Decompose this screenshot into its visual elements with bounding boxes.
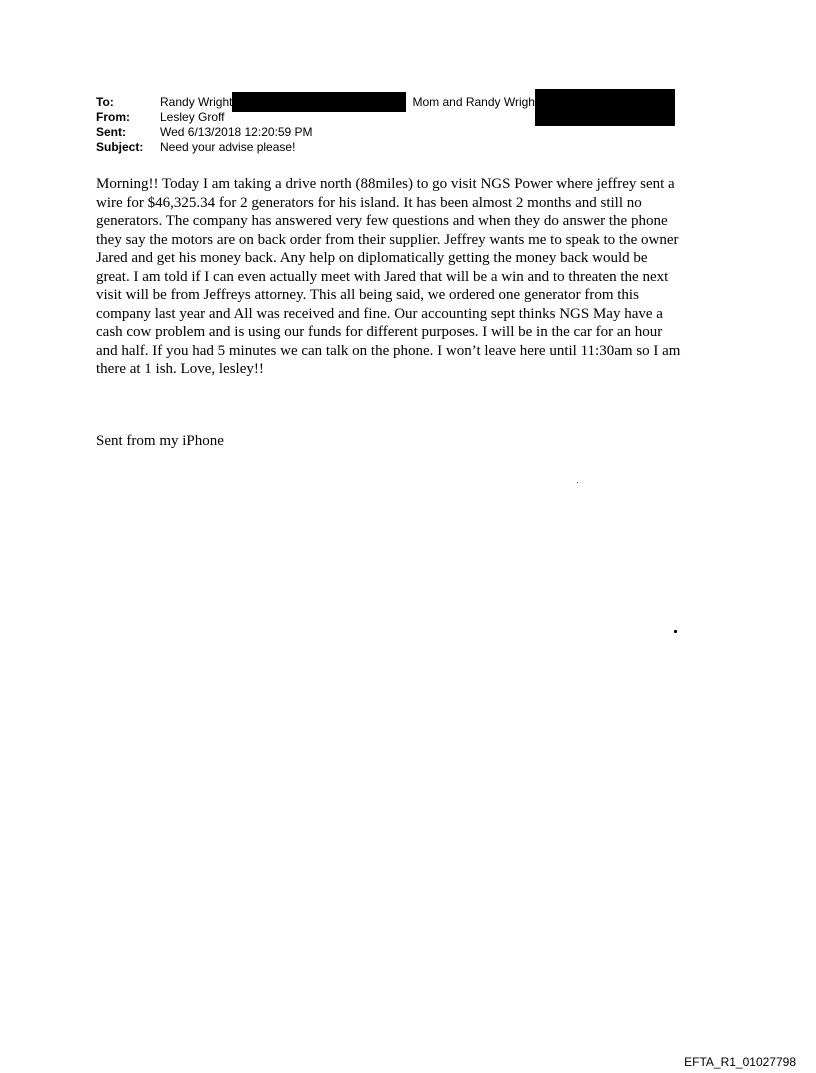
sent-value: Wed 6/13/2018 12:20:59 PM (160, 125, 313, 139)
scan-speck (674, 630, 677, 633)
body-line: and half. If you had 5 minutes we can talk on the phone. I won’t leave here until 11:30am so I am (96, 342, 681, 359)
scan-speck (577, 482, 578, 483)
body-line: cash cow problem and is using our funds for different purposes. I will be in the car for an hour (96, 324, 663, 340)
body-line: great. I am told if I can even actually meet with Jared that will be a win and to threaten the next (96, 268, 669, 285)
body-line: there at 1 ish. Love, lesley!! (96, 361, 264, 377)
body-line: generators. The company has answered very few questions and when they do answer the phone (96, 213, 668, 229)
to-recipient-2: Mom and Randy Wrigh (412, 95, 535, 109)
sent-label: Sent: (96, 125, 126, 139)
body-line: wire for $46,325.34 for 2 generators for his island. It has been almost 2 months and still no (96, 194, 642, 211)
to-value (160, 95, 675, 110)
from-value: Lesley Groff (160, 110, 225, 124)
sent-row (96, 125, 675, 140)
body-line: company last year and All was received and fine. Our accounting sept thinks NGS May have a (96, 305, 663, 322)
email-header (96, 95, 675, 155)
redaction-box-2 (535, 89, 675, 126)
email-body (96, 175, 736, 379)
subject-row (96, 140, 675, 155)
document-id: EFTA_R1_01027798 (684, 1055, 796, 1069)
to-label: To: (96, 95, 114, 109)
subject-label: Subject: (96, 140, 144, 154)
from-label: From: (96, 110, 130, 124)
body-line: they say the motors are on back order from their supplier. Jeffrey wants me to speak to the owner (96, 231, 679, 248)
body-line: Morning!! Today I am taking a drive north (88miles) to go visit NGS Power where jeffrey sent a (96, 176, 675, 192)
to-recipient-1: Randy Wright (160, 95, 233, 109)
body-line: visit will be from Jeffreys attorney. This all being said, we ordered one generator from this (96, 287, 639, 303)
email-signature: Sent from my iPhone (96, 433, 224, 449)
to-row (96, 95, 675, 110)
redaction-box-1 (232, 92, 406, 112)
body-line: Jared and get his money back. Any help on diplomatically getting the money back would be (96, 250, 648, 266)
subject-value: Need your advise please! (160, 140, 296, 154)
